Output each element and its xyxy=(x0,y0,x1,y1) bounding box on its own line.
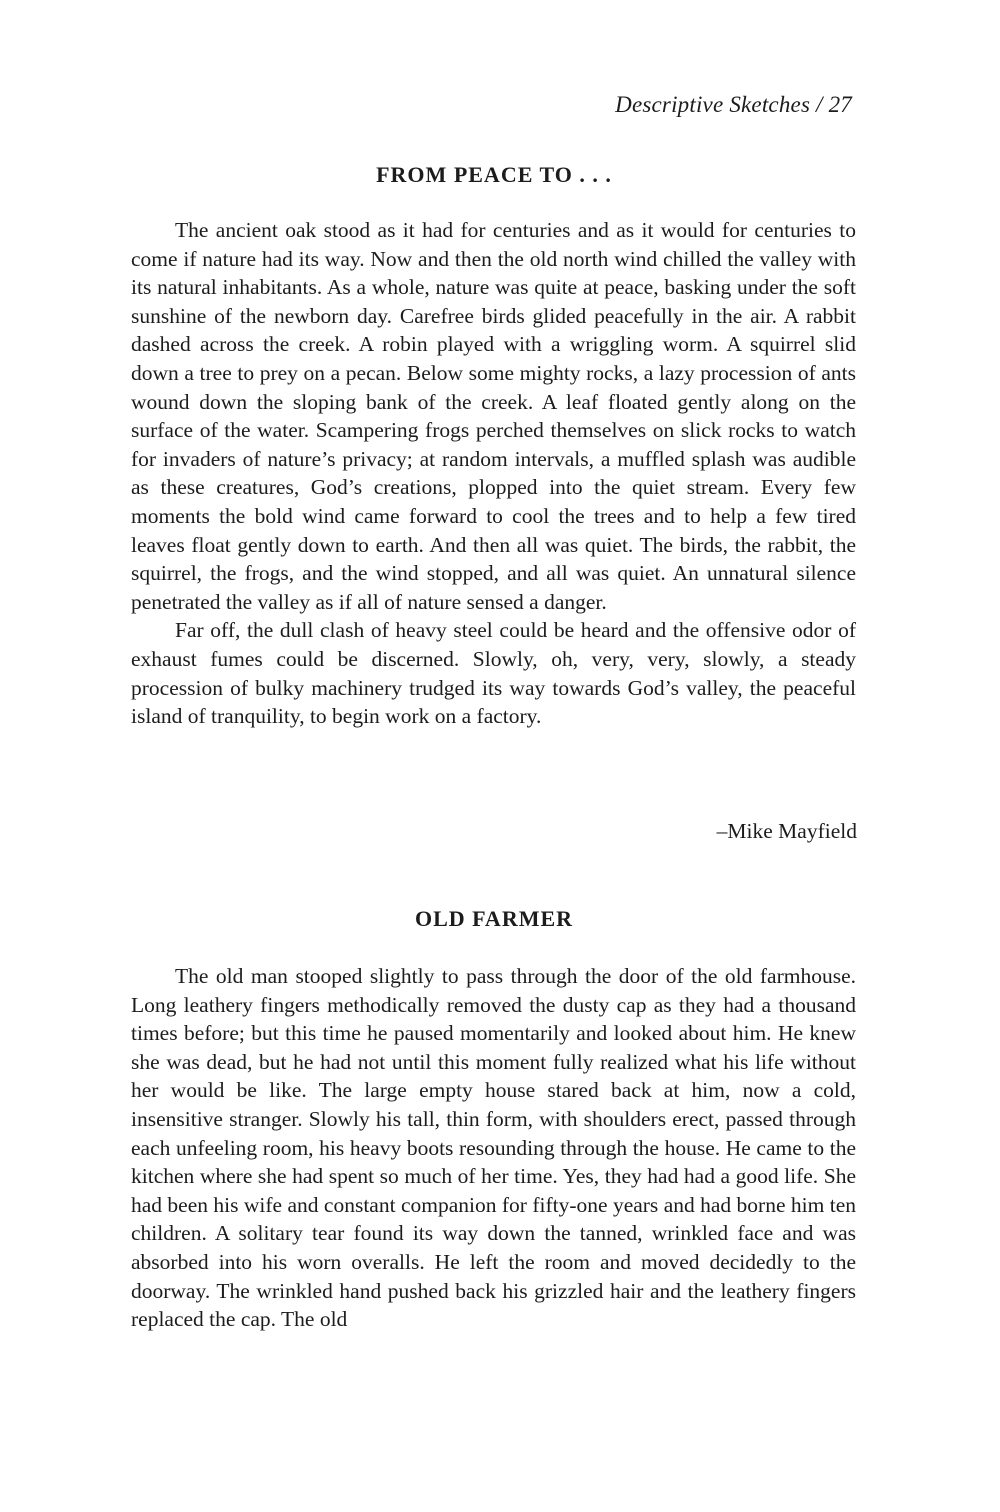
paragraph: Far off, the dull clash of heavy steel could be heard and the offensive odor of exhaust fumes could be discerned. Slowly, oh, very, very, slowly, a steady procession of bulky machinery trudged its way towards God’s valley, the peaceful island of tranquility, to begin work on a factory. xyxy=(131,618,856,729)
running-head: Descriptive Sketches / 27 xyxy=(615,92,852,117)
author-byline: –Mike Mayfield xyxy=(716,819,857,843)
sketch-title-old-farmer: OLD FARMER xyxy=(414,906,574,931)
paragraph: The ancient oak stood as it had for centuries and as it would for centuries to come if nature had its way. Now and then the old north wind chilled the valley with its natural inhabitants. As a whole, nature was quite at peace, basking under the soft sunshine of the newborn day. Carefree birds glided peacefully in the air. A rabbit dashed across the creek. A robin played with a wriggling worm. A squirrel slid down a tree to prey on a pecan. Below some mighty rocks, a lazy procession of ants wound down the sloping bank of the creek. A leaf floated gently along on the surface of the water. Scampering frogs perched themselves on slick rocks to watch for invaders of nature’s privacy; at random intervals, a muffled splash was audible as these creatures, God’s creations, plopped into the quiet stream. Every few moments the bold wind came forward to cool the trees and to help a few tired leaves float gently down to earth. And then all was quiet. The birds, the rabbit, the squirrel, the frogs, and the wind stopped, and all was quiet. An unnatural silence penetrated the valley as if all of nature sensed a danger. xyxy=(131,218,856,614)
paragraph: The old man stooped slightly to pass through the door of the old farmhouse. Long leathery fingers methodically removed the dusty cap as they had a thousand times before; but this time he paused momentarily and looked about him. He knew she was dead, but he had not until this moment fully realized what his life without her would be like. The large empty house stared back at him, now a cold, insensitive stranger. Slowly his tall, thin form, with shoulders erect, passed through each unfeeling room, his heavy boots resounding through the house. He came to the kitchen where she had spent so much of her time. Yes, they had had a good life. She had been his wife and constant companion for fifty-one years and had borne him ten children. A solitary tear found its way down the tanned, wrinkled face and was absorbed into his worn overalls. He left the room and moved decidedly to the doorway. The wrinkled hand pushed back his grizzled hair and the leathery fingers replaced the cap. The old xyxy=(131,964,856,1332)
sketch-body-old-farmer xyxy=(131,962,856,1334)
sketch-body-from-peace-to xyxy=(131,216,856,731)
sketch-title-from-peace-to: FROM PEACE TO . . . xyxy=(376,162,612,187)
